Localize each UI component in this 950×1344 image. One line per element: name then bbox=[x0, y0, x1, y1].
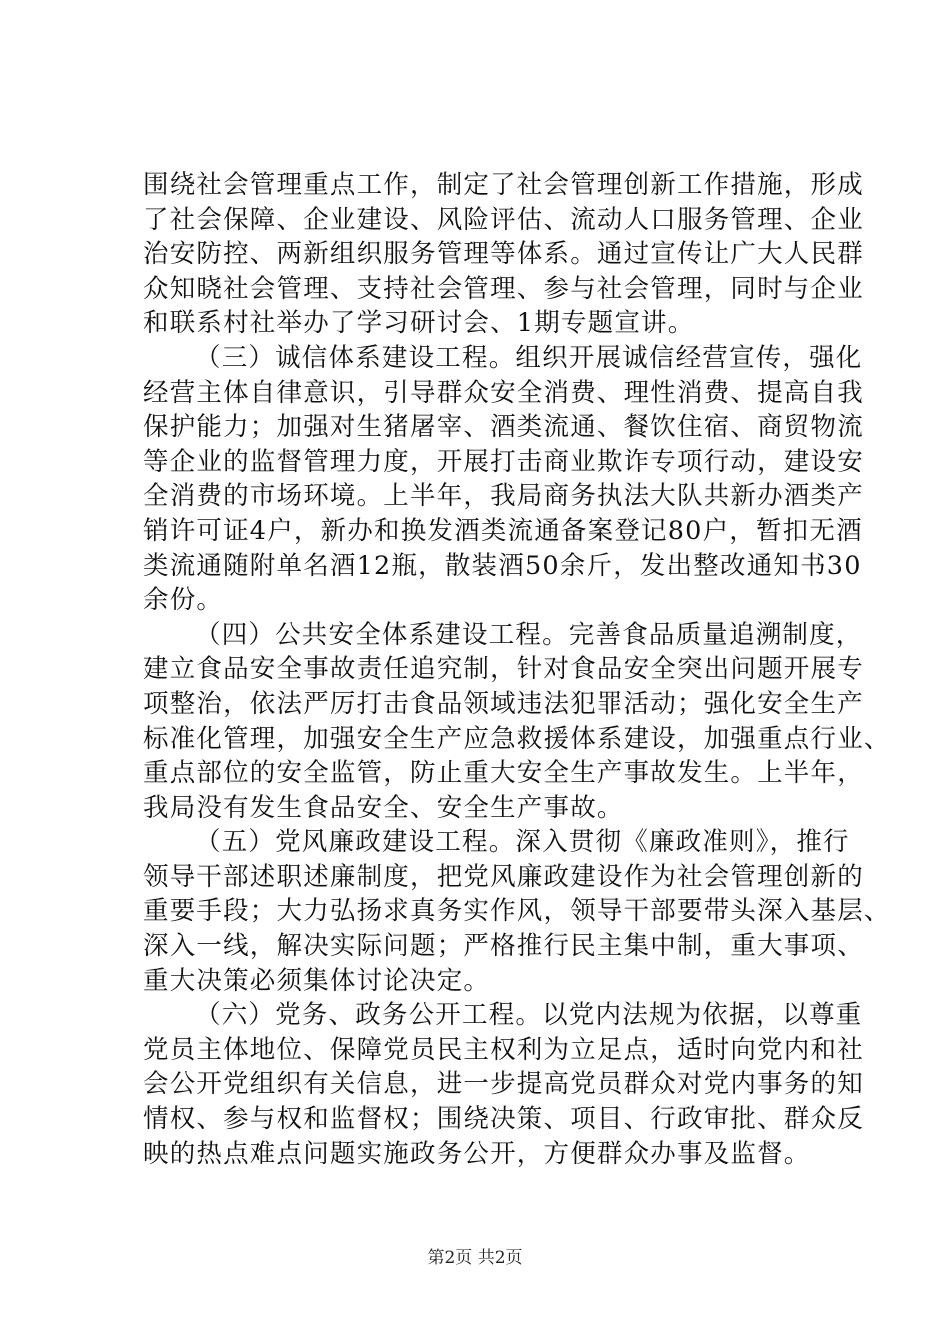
text-line: 会公开党组织有关信息，进一步提高党员群众对党内事务的知 bbox=[143, 1069, 864, 1100]
text-line: 党员主体地位、保障党员民主权利为立足点，适时向党内和社 bbox=[143, 1034, 864, 1065]
text-line: 标准化管理，加强安全生产应急救援体系建设，加强重点行业、 bbox=[143, 723, 891, 754]
text-line: 重点部位的安全监管，防止重大安全生产事故发生。上半年， bbox=[143, 758, 864, 789]
text-line: 类流通随附单名酒12瓶，散装酒50余斤，发出整改通知书30 bbox=[143, 550, 862, 581]
text-line: 保护能力；加强对生猪屠宰、酒类流通、餐饮住宿、商贸物流 bbox=[143, 412, 864, 443]
section-heading-line: （六）党务、政务公开工程。以党内法规为依据，以尊重 bbox=[195, 1000, 863, 1031]
text-line: 我局没有发生食品安全、安全生产事故。 bbox=[143, 792, 624, 823]
text-line: 深入一线，解决实际问题；严格推行民主集中制，重大事项、 bbox=[143, 931, 864, 962]
text-line: 了社会保障、企业建设、风险评估、流动人口服务管理、企业 bbox=[143, 204, 864, 235]
text-line: 围绕社会管理重点工作，制定了社会管理创新工作措施，形成 bbox=[143, 170, 864, 200]
text-line: 销许可证4户，新办和换发酒类流通备案登记80户，暂扣无酒 bbox=[143, 515, 863, 546]
text-line: 和联系村社举办了学习研讨会、1期专题宣讲。 bbox=[143, 308, 695, 339]
section-heading-line: （三）诚信体系建设工程。组织开展诚信经营宣传，强化 bbox=[195, 342, 863, 373]
text-line: 等企业的监督管理力度，开展打击商业欺诈专项行动，建设安 bbox=[143, 446, 864, 477]
section-heading-line: （五）党风廉政建设工程。深入贯彻《廉政准则》，推行 bbox=[195, 827, 850, 858]
text-line: 治安防控、两新组织服务管理等体系。通过宣传让广大人民群 bbox=[143, 239, 864, 270]
text-line: 重大决策必须集体讨论决定。 bbox=[143, 965, 491, 996]
text-line: 众知晓社会管理、支持社会管理、参与社会管理，同时与企业 bbox=[143, 273, 864, 304]
text-line: 领导干部述职述廉制度，把党风廉政建设作为社会管理创新的 bbox=[143, 861, 864, 892]
text-line: 余份。 bbox=[143, 585, 224, 616]
section-heading-line: （四）公共安全体系建设工程。完善食品质量追溯制度， bbox=[195, 619, 863, 650]
page-footer bbox=[0, 1243, 950, 1268]
text-line: 情权、参与权和监督权；围绕决策、项目、行政审批、群众反 bbox=[143, 1104, 864, 1135]
text-line: 经营主体自律意识，引导群众安全消费、理性消费、提高自我 bbox=[143, 377, 864, 408]
text-line: 重要手段；大力弘扬求真务实作风，领导干部要带头深入基层、 bbox=[143, 896, 891, 927]
document-body bbox=[143, 168, 891, 1171]
text-line: 全消费的市场环境。上半年，我局商务执法大队共新办酒类产 bbox=[143, 481, 864, 512]
page-number-label: 第2页 共2页 bbox=[427, 1248, 523, 1268]
text-line: 映的热点难点问题实施政务公开，方便群众办事及监督。 bbox=[143, 1138, 811, 1169]
text-line: 建立食品安全事故责任追究制，针对食品安全突出问题开展专 bbox=[143, 654, 864, 685]
text-line: 项整治，依法严厉打击食品领域违法犯罪活动；强化安全生产 bbox=[143, 688, 864, 719]
